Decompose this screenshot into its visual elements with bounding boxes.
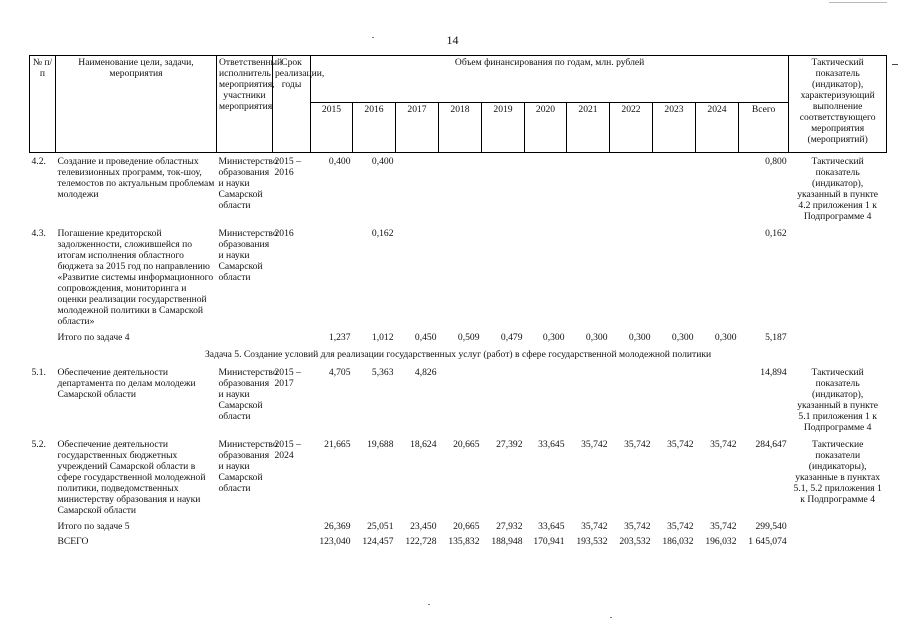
row-total: 0,800 xyxy=(765,156,787,167)
row-value: 4,826 xyxy=(414,367,437,378)
row-no: 5.2. xyxy=(31,439,46,450)
row-name: ВСЕГО xyxy=(57,536,89,547)
row-no: 4.3. xyxy=(31,228,46,239)
row-value xyxy=(525,153,567,226)
row-total: 5,187 xyxy=(765,332,787,343)
table-row xyxy=(30,225,887,330)
row-value: 35,742 xyxy=(710,439,737,450)
row-value xyxy=(653,225,696,330)
row-value: 18,624 xyxy=(410,439,437,450)
row-term: 2015 – 2024 xyxy=(274,439,301,461)
row-value xyxy=(610,364,653,436)
row-value: 35,742 xyxy=(667,521,694,532)
row-value: 25,051 xyxy=(367,521,394,532)
row-value: 21,665 xyxy=(324,439,351,450)
row-total: 1 645,074 xyxy=(748,536,787,547)
row-term xyxy=(273,519,311,534)
row-total: 299,540 xyxy=(755,521,787,532)
row-total: 284,647 xyxy=(755,439,787,450)
row-value: 35,742 xyxy=(581,521,608,532)
row-value xyxy=(696,364,739,436)
total-row xyxy=(30,519,887,534)
row-value xyxy=(696,153,739,226)
row-value: 0,162 xyxy=(371,228,394,239)
row-value: 1,237 xyxy=(328,332,351,343)
header-year: 2020 xyxy=(525,103,567,153)
row-value xyxy=(567,225,610,330)
row-value: 203,532 xyxy=(619,536,651,547)
header-term: Срок реализации, годы xyxy=(273,56,311,153)
total-row xyxy=(30,330,887,345)
row-responsible: Министерство образования и науки Самарской области xyxy=(218,439,278,494)
row-value: 35,742 xyxy=(581,439,608,450)
row-value: 0,300 xyxy=(628,332,651,343)
row-no: 4.2. xyxy=(31,156,46,167)
row-responsible xyxy=(217,519,273,534)
row-responsible xyxy=(217,330,273,345)
header-year: 2018 xyxy=(439,103,482,153)
row-total: 0,162 xyxy=(765,228,787,239)
row-term: 2016 xyxy=(274,228,294,239)
row-name: Погашение кредиторской задолженности, сложившейся по итогам исполнения областного бюджета за 2015 год по направлению «Развитие системы информационного сопровождения, мониторинга и оценки реализации государственной молодежной политики в Самарской области» xyxy=(57,228,214,327)
header-year: 2024 xyxy=(696,103,739,153)
row-value xyxy=(311,225,353,330)
row-responsible: Министерство образования и науки Самарской области xyxy=(218,156,278,211)
row-value: 0,400 xyxy=(371,156,394,167)
row-value: 135,832 xyxy=(448,536,480,547)
header-indicator: Тактический показатель (индикатор), характеризующий выполнение соответствующего мероприятия (мероприятий) xyxy=(789,56,887,153)
page-number: 14 xyxy=(446,33,459,47)
table-row xyxy=(30,153,887,226)
row-indicator: Тактические показатели (индикаторы), указанные в пунктах 5.1, 5.2 приложения 1 к Подпрограмме 4 xyxy=(793,439,882,505)
row-value xyxy=(610,153,653,226)
row-name: Обеспечение деятельности государственных бюджетных учреждений Самарской области в сфере государственной молодежной политики, подведомственных министерству образования и науки Самарской области xyxy=(57,439,206,516)
row-value: 35,742 xyxy=(710,521,737,532)
row-responsible: Министерство образования и науки Самарской области xyxy=(218,367,278,422)
row-value: 0,300 xyxy=(714,332,737,343)
row-value: 27,392 xyxy=(496,439,523,450)
row-value: 19,688 xyxy=(367,439,394,450)
row-value xyxy=(439,225,482,330)
scan-speck xyxy=(372,37,374,38)
row-value: 186,032 xyxy=(662,536,694,547)
row-value: 20,665 xyxy=(453,521,480,532)
row-name: Создание и проведение областных телевизионных программ, ток-шоу, телемостов по актуальным проблемам молодежи xyxy=(57,156,215,200)
header-year: 2017 xyxy=(396,103,439,153)
row-indicator xyxy=(789,225,887,330)
row-value: 20,665 xyxy=(453,439,480,450)
row-value: 196,032 xyxy=(705,536,737,547)
row-value: 0,450 xyxy=(414,332,437,343)
row-value: 122,728 xyxy=(405,536,437,547)
row-value xyxy=(439,364,482,436)
row-value: 0,300 xyxy=(671,332,694,343)
task-heading-row xyxy=(30,345,887,364)
table-header xyxy=(30,56,887,153)
row-value: 0,509 xyxy=(457,332,480,343)
row-no: 5.1. xyxy=(31,367,46,378)
row-value: 1,012 xyxy=(371,332,394,343)
row-value: 0,300 xyxy=(585,332,608,343)
header-year: 2015 xyxy=(311,103,353,153)
row-value xyxy=(653,153,696,226)
row-value xyxy=(653,364,696,436)
row-value xyxy=(567,153,610,226)
row-value: 35,742 xyxy=(624,439,651,450)
row-no xyxy=(30,330,56,345)
total-row xyxy=(30,534,887,549)
row-value: 33,645 xyxy=(538,439,565,450)
row-value xyxy=(439,153,482,226)
row-value: 23,450 xyxy=(410,521,437,532)
row-value xyxy=(396,225,439,330)
margin-mark xyxy=(892,64,898,65)
row-no xyxy=(30,519,56,534)
row-value: 26,369 xyxy=(324,521,351,532)
row-value xyxy=(696,225,739,330)
header-responsible: Ответственный исполнитель мероприятия, участники мероприятия xyxy=(217,56,273,153)
row-indicator xyxy=(789,519,887,534)
table-row xyxy=(30,364,887,436)
row-term xyxy=(273,330,311,345)
row-responsible xyxy=(217,534,273,549)
header-year: 2022 xyxy=(610,103,653,153)
row-indicator: Тактический показатель (индикатор), указанный в пункте 4.2 приложения 1 к Подпрограмме 4 xyxy=(797,156,879,222)
row-term: 2015 – 2017 xyxy=(274,367,301,389)
header-funding: Объем финансирования по годам, млн. рублей xyxy=(311,56,789,103)
row-value xyxy=(482,153,525,226)
row-value: 124,457 xyxy=(362,536,394,547)
row-value: 193,532 xyxy=(576,536,608,547)
table-row xyxy=(30,436,887,519)
header-total: Всего xyxy=(739,103,789,153)
row-value: 27,932 xyxy=(496,521,523,532)
row-value: 0,300 xyxy=(542,332,565,343)
row-value xyxy=(482,225,525,330)
row-name: Обеспечение деятельности департамента по делам молодежи Самарской области xyxy=(57,367,196,400)
row-value xyxy=(525,225,567,330)
row-term: 2015 – 2016 xyxy=(274,156,301,178)
scan-speck xyxy=(428,604,430,605)
row-name: Итого по задаче 4 xyxy=(57,332,130,343)
row-value: 5,363 xyxy=(371,367,394,378)
header-name: Наименование цели, задачи, мероприятия xyxy=(56,56,217,153)
row-value: 35,742 xyxy=(624,521,651,532)
row-value xyxy=(525,364,567,436)
row-total: 14,894 xyxy=(760,367,787,378)
row-value xyxy=(567,364,610,436)
row-value: 0,479 xyxy=(500,332,523,343)
header-year: 2016 xyxy=(353,103,396,153)
row-indicator xyxy=(789,330,887,345)
row-value: 35,742 xyxy=(667,439,694,450)
task-heading: Задача 5. Создание условий для реализации государственных услуг (работ) в сфере государственной молодежной политики xyxy=(205,349,712,360)
row-value xyxy=(610,225,653,330)
row-value xyxy=(396,153,439,226)
funding-table xyxy=(29,55,887,549)
scan-speck xyxy=(610,617,612,618)
table-body xyxy=(30,153,887,550)
row-value: 170,941 xyxy=(533,536,565,547)
header-no: № п/п xyxy=(30,56,56,153)
row-no xyxy=(30,534,56,549)
row-value: 0,400 xyxy=(328,156,351,167)
row-indicator: Тактический показатель (индикатор), указанный в пункте 5.1 приложения 1 к Подпрограмме 4 xyxy=(797,367,879,433)
header-year: 2019 xyxy=(482,103,525,153)
row-value: 4,705 xyxy=(328,367,351,378)
row-name: Итого по задаче 5 xyxy=(57,521,130,532)
top-edge-line xyxy=(829,2,887,3)
row-value: 33,645 xyxy=(538,521,565,532)
header-year: 2021 xyxy=(567,103,610,153)
row-value xyxy=(482,364,525,436)
row-value: 123,040 xyxy=(319,536,351,547)
header-year: 2023 xyxy=(653,103,696,153)
row-indicator xyxy=(789,534,887,549)
row-term xyxy=(273,534,311,549)
row-value: 188,948 xyxy=(491,536,523,547)
row-responsible: Министерство образования и науки Самарской области xyxy=(218,228,278,283)
